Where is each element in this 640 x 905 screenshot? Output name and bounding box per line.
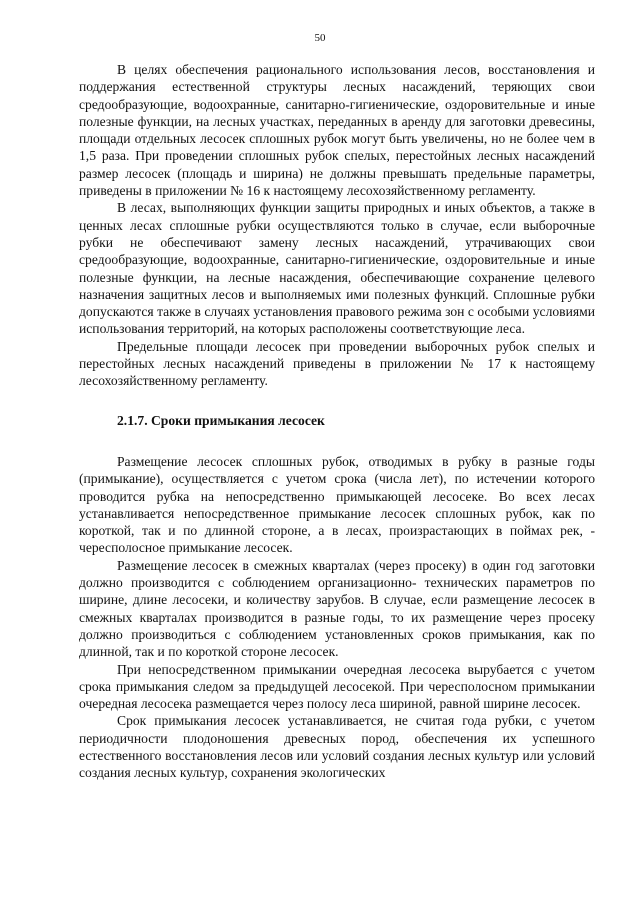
paragraph: В целях обеспечения рационального использования лесов, восстановления и поддержания естественной структуры лесных насаждений, теряющих свои средообразующие, водоохранные, санитарно-гигиенические, оздоровительные и иные полезные функции, на лесных участках, переданных в аренду для заготовки древесины, площади отдельных лесосек сплошных рубок могут быть увеличены, но не более чем в 1,5 раза. При проведении сплошных рубок спелых, перестойных лесных насаждений размер лесосек (площадь и ширина) не должны превышать предельные параметры, приведены в приложении № 16 к настоящему лесохозяйственному регламенту. — [79, 62, 595, 199]
paragraph: Размещение лесосек в смежных кварталах (через просеку) в один год заготовки должно производится с соблюдением организационно- технических параметров по ширине, длине лесосеки, и количеству зарубов. В случае, если размещение лесосек в смежных кварталах производится в разные годы, то их размещение через просеку должно производиться с соблюдением установленных сроков примыкания, как по длинной, так и по короткой стороне лесосек. — [79, 557, 595, 660]
page-number: 50 — [314, 32, 326, 44]
paragraph: Предельные площади лесосек при проведении выборочных рубок спелых и перестойных лесных насаждений приведены в приложении № 17 к настоящему лесохозяйственному регламенту. — [79, 338, 595, 389]
paragraph: Срок примыкания лесосек устанавливается, не считая года рубки, с учетом периодичности плодоношения древесных пород, обеспечения их успешного естественного восстановления лесов или условий создания лесных культур или условий создания лесных культур, сохранения экологических — [79, 713, 595, 781]
section-heading: 2.1.7. Сроки примыкания лесосек — [117, 412, 325, 428]
paragraph: В лесах, выполняющих функции защиты природных и иных объектов, а также в ценных лесах сплошные рубки осуществляются только в случае, если выборочные рубки не обеспечивают замену лесных насаждений, утрачивающих свои средообразующие, водоохранные, санитарно-гигиенические, оздоровительные и иные полезные функции, на лесные насаждения, обеспечивающие сохранение целевого назначения защитных лесов и выполняемых ими полезных функций. Сплошные рубки допускаются также в случаях установления правового режима зон с особыми условиями использования территорий, на которых расположены соответствующие леса. — [79, 200, 595, 337]
paragraph: При непосредственном примыкании очередная лесосека вырубается с учетом срока примыкания следом за предыдущей лесосекой. При чересполосном примыкании очередная лесосека размещается через полосу леса шириной, равной ширине лесосек. — [79, 661, 595, 712]
page-content — [79, 61, 595, 782]
paragraph: Размещение лесосек сплошных рубок, отводимых в рубку в разные годы (примыкание), осуществляется с учетом срока (числа лет), по истечении которого проводится рубка на непосредственно примыкающей лесосеке. Во всех лесах устанавливается непосредственное примыкание лесосек сплошных рубок, как по короткой, так и по длинной стороне, а в лесах, произрастающих в поймах рек, - чересполосное примыкание лесосек. — [79, 453, 595, 556]
